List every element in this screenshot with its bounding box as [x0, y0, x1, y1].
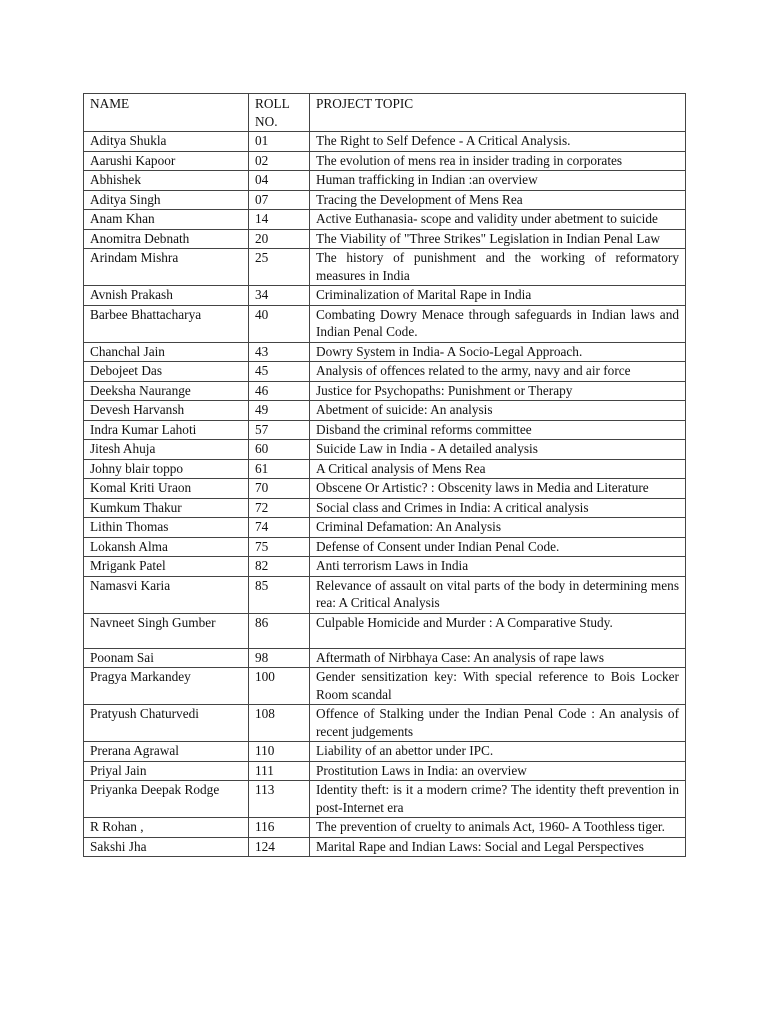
project-topic-cell: Tracing the Development of Mens Rea	[310, 190, 686, 210]
table-row	[84, 576, 686, 613]
student-name-cell: Poonam Sai	[84, 648, 249, 668]
student-name-cell: Anomitra Debnath	[84, 229, 249, 249]
student-name-cell: Navneet Singh Gumber	[84, 613, 249, 648]
table-row	[84, 518, 686, 538]
project-topic-cell: Gender sensitization key: With special reference to Bois Locker Room scandal	[310, 668, 686, 705]
table-row	[84, 668, 686, 705]
table-row	[84, 742, 686, 762]
roll-number-cell: 116	[249, 818, 310, 838]
student-name-cell: Lokansh Alma	[84, 537, 249, 557]
student-name-cell: Indra Kumar Lahoti	[84, 420, 249, 440]
project-topic-cell: Liability of an abettor under IPC.	[310, 742, 686, 762]
student-name-cell: Chanchal Jain	[84, 342, 249, 362]
project-topic-cell: Prostitution Laws in India: an overview	[310, 761, 686, 781]
project-topic-cell: The history of punishment and the working of reformatory measures in India	[310, 249, 686, 286]
table-row	[84, 761, 686, 781]
table-row	[84, 837, 686, 857]
table-row	[84, 229, 686, 249]
table-row	[84, 440, 686, 460]
table-row	[84, 613, 686, 648]
project-topic-cell: Justice for Psychopaths: Punishment or Therapy	[310, 381, 686, 401]
roll-number-cell: 43	[249, 342, 310, 362]
roll-number-cell: 02	[249, 151, 310, 171]
table-row	[84, 132, 686, 152]
roll-number-cell: 57	[249, 420, 310, 440]
project-topic-cell: The Viability of "Three Strikes" Legislation in Indian Penal Law	[310, 229, 686, 249]
roll-number-cell: 108	[249, 705, 310, 742]
student-name-cell: Priyanka Deepak Rodge	[84, 781, 249, 818]
student-name-cell: Debojeet Das	[84, 362, 249, 382]
table-row	[84, 210, 686, 230]
student-name-cell: Prerana Agrawal	[84, 742, 249, 762]
student-name-cell: Mrigank Patel	[84, 557, 249, 577]
student-name-cell: Priyal Jain	[84, 761, 249, 781]
roll-number-cell: 46	[249, 381, 310, 401]
roll-number-cell: 113	[249, 781, 310, 818]
student-name-cell: Abhishek	[84, 171, 249, 191]
roll-number-cell: 82	[249, 557, 310, 577]
student-name-cell: R Rohan ,	[84, 818, 249, 838]
roll-number-cell: 14	[249, 210, 310, 230]
roll-number-cell: 60	[249, 440, 310, 460]
student-name-cell: Devesh Harvansh	[84, 401, 249, 421]
table-row	[84, 420, 686, 440]
table-row	[84, 249, 686, 286]
table-row	[84, 537, 686, 557]
roll-number-cell: 01	[249, 132, 310, 152]
student-name-cell: Aditya Shukla	[84, 132, 249, 152]
student-name-cell: Arindam Mishra	[84, 249, 249, 286]
project-topic-cell: Active Euthanasia- scope and validity under abetment to suicide	[310, 210, 686, 230]
table-row	[84, 190, 686, 210]
table-header-row	[84, 94, 686, 132]
project-topic-cell: Dowry System in India- A Socio-Legal Approach.	[310, 342, 686, 362]
student-name-cell: Johny blair toppo	[84, 459, 249, 479]
table-row	[84, 818, 686, 838]
project-topic-cell: Disband the criminal reforms committee	[310, 420, 686, 440]
student-name-cell: Kumkum Thakur	[84, 498, 249, 518]
header-name: NAME	[84, 94, 249, 132]
project-topic-cell: Marital Rape and Indian Laws: Social and Legal Perspectives	[310, 837, 686, 857]
table-row	[84, 305, 686, 342]
student-name-cell: Anam Khan	[84, 210, 249, 230]
project-topics-table	[83, 93, 686, 857]
project-topic-cell: The prevention of cruelty to animals Act, 1960- A Toothless tiger.	[310, 818, 686, 838]
student-name-cell: Namasvi Karia	[84, 576, 249, 613]
table-row	[84, 151, 686, 171]
roll-number-cell: 100	[249, 668, 310, 705]
project-topic-cell: Offence of Stalking under the Indian Penal Code : An analysis of recent judgements	[310, 705, 686, 742]
table-body	[84, 132, 686, 857]
table-row	[84, 342, 686, 362]
table-row	[84, 705, 686, 742]
roll-number-cell: 110	[249, 742, 310, 762]
project-topic-cell: Human trafficking in Indian :an overview	[310, 171, 686, 191]
table-row	[84, 479, 686, 499]
table-row	[84, 171, 686, 191]
student-name-cell: Pragya Markandey	[84, 668, 249, 705]
roll-number-cell: 124	[249, 837, 310, 857]
project-topic-cell: Criminal Defamation: An Analysis	[310, 518, 686, 538]
project-topic-cell: Obscene Or Artistic? : Obscenity laws in Media and Literature	[310, 479, 686, 499]
student-name-cell: Avnish Prakash	[84, 286, 249, 306]
project-topic-cell: The Right to Self Defence - A Critical Analysis.	[310, 132, 686, 152]
student-name-cell: Aditya Singh	[84, 190, 249, 210]
student-name-cell: Barbee Bhattacharya	[84, 305, 249, 342]
project-topic-cell: Culpable Homicide and Murder : A Comparative Study.	[310, 613, 686, 648]
project-topic-cell: The evolution of mens rea in insider trading in corporates	[310, 151, 686, 171]
student-name-cell: Sakshi Jha	[84, 837, 249, 857]
roll-number-cell: 07	[249, 190, 310, 210]
project-topic-cell: Social class and Crimes in India: A critical analysis	[310, 498, 686, 518]
student-name-cell: Pratyush Chaturvedi	[84, 705, 249, 742]
roll-number-cell: 85	[249, 576, 310, 613]
roll-number-cell: 20	[249, 229, 310, 249]
project-topic-cell: A Critical analysis of Mens Rea	[310, 459, 686, 479]
project-topic-cell: Abetment of suicide: An analysis	[310, 401, 686, 421]
roll-number-cell: 86	[249, 613, 310, 648]
student-name-cell: Lithin Thomas	[84, 518, 249, 538]
project-topic-cell: Defense of Consent under Indian Penal Code.	[310, 537, 686, 557]
roll-number-cell: 34	[249, 286, 310, 306]
table-row	[84, 781, 686, 818]
project-topic-cell: Criminalization of Marital Rape in India	[310, 286, 686, 306]
student-name-cell: Deeksha Naurange	[84, 381, 249, 401]
student-name-cell: Aarushi Kapoor	[84, 151, 249, 171]
project-topic-cell: Identity theft: is it a modern crime? The identity theft prevention in post-Internet era	[310, 781, 686, 818]
roll-number-cell: 98	[249, 648, 310, 668]
table-row	[84, 498, 686, 518]
project-topic-cell: Aftermath of Nirbhaya Case: An analysis of rape laws	[310, 648, 686, 668]
roll-number-cell: 49	[249, 401, 310, 421]
roll-number-cell: 40	[249, 305, 310, 342]
roll-number-cell: 74	[249, 518, 310, 538]
project-topic-cell: Anti terrorism Laws in India	[310, 557, 686, 577]
project-topic-cell: Relevance of assault on vital parts of the body in determining mens rea: A Critical Analysis	[310, 576, 686, 613]
roll-number-cell: 04	[249, 171, 310, 191]
student-name-cell: Komal Kriti Uraon	[84, 479, 249, 499]
table-row	[84, 557, 686, 577]
table-row	[84, 648, 686, 668]
project-topic-cell: Combating Dowry Menace through safeguards in Indian laws and Indian Penal Code.	[310, 305, 686, 342]
table-row	[84, 381, 686, 401]
project-topic-cell: Analysis of offences related to the army, navy and air force	[310, 362, 686, 382]
table-row	[84, 286, 686, 306]
student-name-cell: Jitesh Ahuja	[84, 440, 249, 460]
header-project-topic: PROJECT TOPIC	[310, 94, 686, 132]
roll-number-cell: 70	[249, 479, 310, 499]
roll-number-cell: 75	[249, 537, 310, 557]
roll-number-cell: 61	[249, 459, 310, 479]
roll-number-cell: 25	[249, 249, 310, 286]
roll-number-cell: 111	[249, 761, 310, 781]
table-row	[84, 362, 686, 382]
table-row	[84, 459, 686, 479]
roll-number-cell: 72	[249, 498, 310, 518]
project-topic-cell: Suicide Law in India - A detailed analysis	[310, 440, 686, 460]
table-row	[84, 401, 686, 421]
header-roll-no: ROLL NO.	[249, 94, 310, 132]
roll-number-cell: 45	[249, 362, 310, 382]
